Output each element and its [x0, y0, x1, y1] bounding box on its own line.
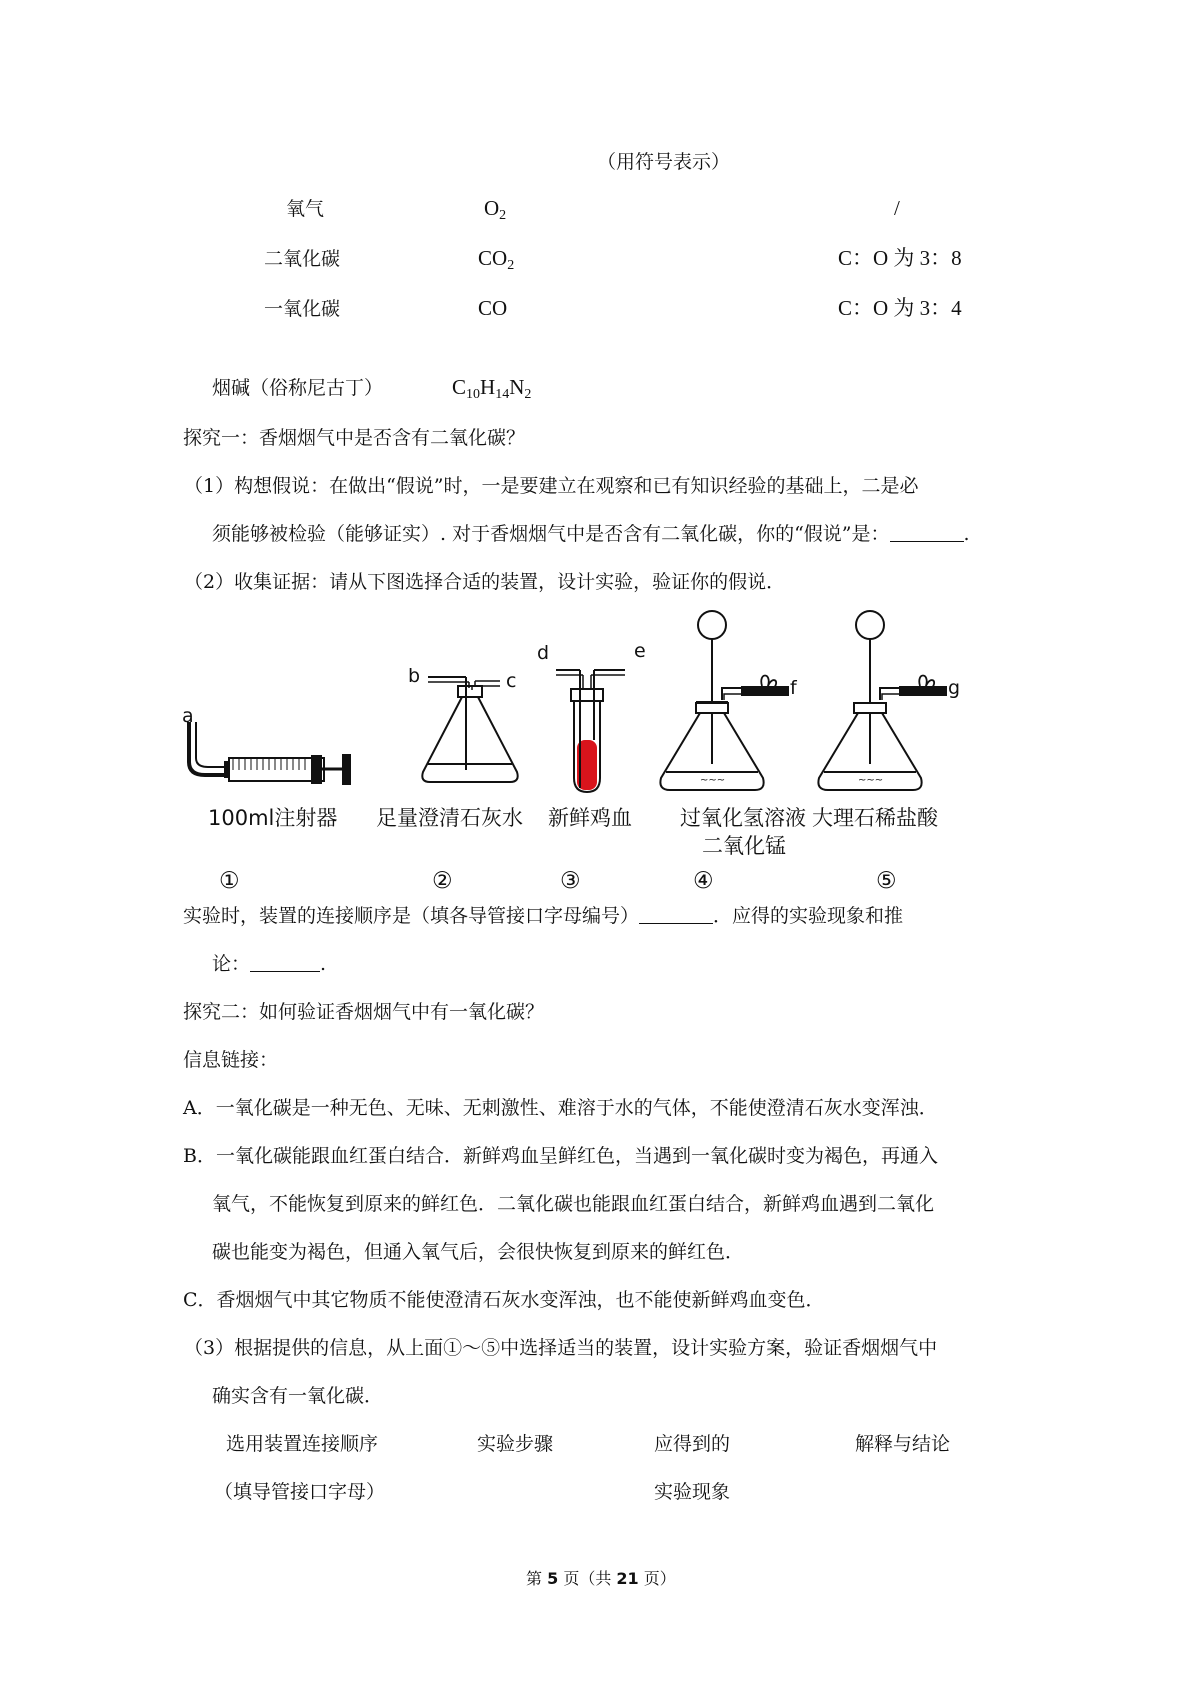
row-co2-name: 二氧化碳 [264, 248, 341, 270]
apparatus-diagram [180, 600, 980, 800]
port-f: f [790, 677, 797, 699]
number-2: ② [432, 868, 453, 894]
info-title: 信息链接： [183, 1049, 279, 1071]
inference-blank[interactable] [250, 953, 320, 972]
port-a: a [182, 705, 194, 727]
row-oxygen-ratio: / [894, 196, 900, 220]
row-co2-ratio: C：O 为 3：8 [838, 246, 962, 270]
flask-marble-apparatus [818, 611, 946, 790]
row-co2-formula: $CO_2$ [478, 246, 515, 273]
q2-text: （2）收集证据：请从下图选择合适的装置，设计实验，验证你的假说． [184, 571, 786, 593]
row-co-formula: CO [478, 296, 508, 320]
label-syringe: 100ml注射器 [208, 806, 338, 830]
label-marble: 大理石稀盐酸 [812, 806, 938, 830]
info-b-line1: B．一氧化碳能跟血红蛋白结合．新鲜鸡血呈鲜红色，当遇到一氧化碳时变为褐色，再通入 [183, 1145, 938, 1167]
number-4: ④ [693, 868, 714, 894]
number-3: ③ [560, 868, 581, 894]
connect-line2: 论： . [212, 953, 327, 975]
port-e: e [634, 640, 646, 662]
flask-h2o2-apparatus [660, 611, 788, 790]
port-g: g [948, 677, 961, 699]
q3-line2: 确实含有一氧化碳． [212, 1385, 384, 1407]
testtube-blood-apparatus [556, 670, 625, 792]
info-b-line2: 氧气，不能恢复到原来的鲜红色．二氧化碳也能跟血红蛋白结合，新鲜鸡血遇到二氧化 [212, 1193, 935, 1215]
row-oxygen-formula: $O_2$ [484, 196, 507, 223]
info-b-line3: 碳也能变为褐色，但通入氧气后，会很快恢复到原来的鲜红色． [212, 1241, 745, 1263]
row-oxygen-name: 氧气 [286, 198, 325, 220]
number-5: ⑤ [876, 868, 897, 894]
svg-text:~~~: ~~~ [858, 775, 884, 786]
design-col3-line1: 应得到的 [654, 1433, 731, 1455]
q1-answer-blank[interactable] [890, 523, 964, 542]
design-col2: 实验步骤 [477, 1433, 554, 1455]
port-c: c [506, 670, 517, 692]
q3-line1: （3）根据提供的信息，从上面①～⑤中选择适当的装置，设计实验方案，验证香烟烟气中 [184, 1337, 938, 1359]
flask-limewater-apparatus [422, 677, 517, 782]
inquiry2-title: 探究二：如何验证香烟烟气中有一氧化碳？ [183, 1001, 545, 1023]
inquiry1-title: 探究一：香烟烟气中是否含有二氧化碳？ [183, 427, 526, 449]
q1-line1: （1）构想假说：在做出“假说”时，一是要建立在观察和已有知识经验的基础上，二是必 [184, 475, 919, 497]
q1-line2: 须能够被检验（能够证实）. 对于香烟烟气中是否含有二氧化碳，你的“假说”是： . [212, 523, 970, 545]
row-co-name: 一氧化碳 [264, 298, 341, 320]
number-1: ① [219, 868, 240, 894]
design-col1-line1: 选用装置连接顺序 [226, 1433, 379, 1455]
nicotine-name: 烟碱（俗称尼古丁） [212, 377, 384, 399]
svg-text:~~~: ~~~ [700, 775, 726, 786]
table-header-note: （用符号表示） [597, 151, 731, 173]
info-a: A．一氧化碳是一种无色、无味、无刺激性、难溶于水的气体，不能使澄清石灰水变浑浊． [183, 1097, 938, 1119]
design-col1-line2: （填导管接口字母） [214, 1481, 386, 1503]
port-d: d [537, 642, 550, 664]
label-h2o2: 过氧化氢溶液 [680, 806, 806, 830]
design-col4: 解释与结论 [855, 1433, 951, 1455]
label-limewater: 足量澄清石灰水 [376, 806, 523, 830]
row-co-ratio: C：O 为 3：4 [838, 296, 962, 320]
syringe-apparatus [189, 722, 350, 784]
connect-order-blank[interactable] [639, 905, 713, 924]
nicotine-formula: $C_{10}H_{14}N_2$ [452, 375, 532, 402]
label-blood: 新鲜鸡血 [548, 806, 632, 830]
label-mno2: 二氧化锰 [702, 834, 786, 858]
info-c: C．香烟烟气中其它物质不能使澄清石灰水变浑浊，也不能使新鲜鸡血变色． [183, 1289, 825, 1311]
page-footer: 第 5 页（共 21 页） [526, 1569, 676, 1588]
port-b: b [408, 665, 421, 687]
connect-line1: 实验时，装置的连接顺序是（填各导管接口字母编号） ．应得的实验现象和推 [183, 905, 904, 927]
design-col3-line2: 实验现象 [654, 1481, 731, 1503]
